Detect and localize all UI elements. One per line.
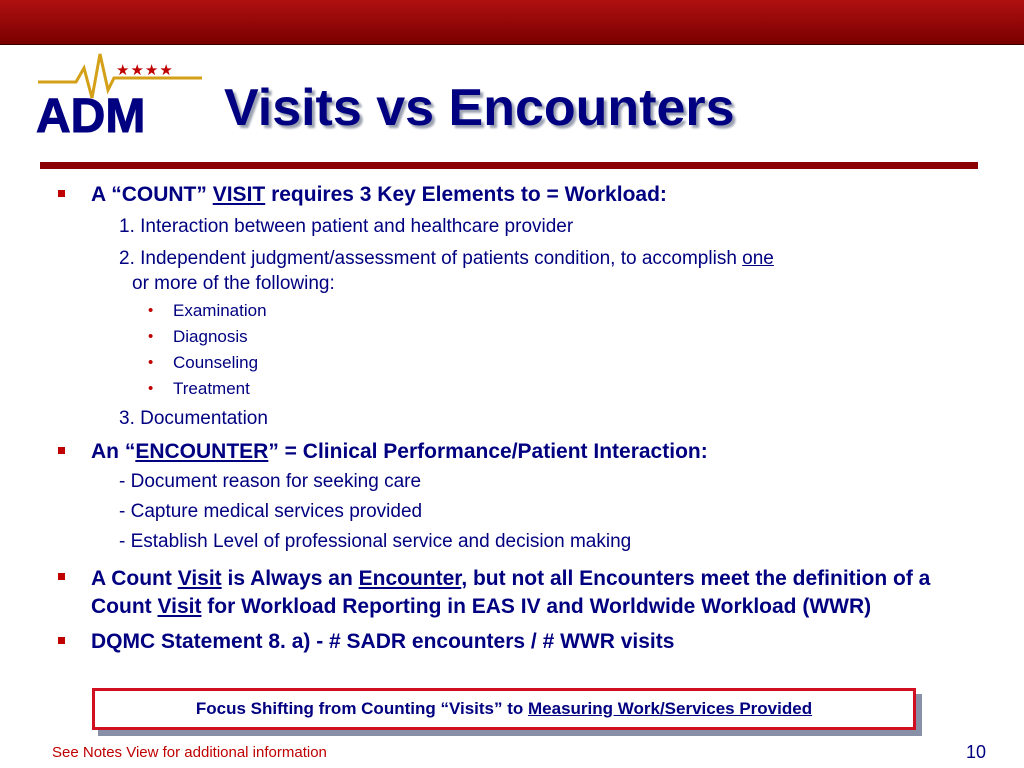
page-number: 10 [966, 742, 987, 762]
sub-item-counseling: • Counseling [148, 353, 259, 372]
list-item-2: 2. Independent judgment/assessment of patients condition, to accomplish one or more of the following: [119, 248, 774, 294]
adm-logo [34, 50, 209, 140]
dash-list [55, 467, 955, 557]
dash-item: - Capture medical services provided [119, 501, 423, 522]
list-item-1: 1. Interaction between patient and healthcare provider [119, 216, 574, 237]
bullet-square-icon [58, 447, 65, 454]
sub-list [55, 298, 955, 402]
list-item-3: 3. Documentation [119, 408, 268, 429]
logo-text: ADM [36, 90, 146, 140]
slide-body [55, 182, 955, 654]
sub-item-diagnosis: • Diagnosis [148, 327, 248, 346]
sub-item-examination: • Examination [148, 301, 267, 320]
bullet-visit: A “COUNT” VISIT requires 3 Key Elements to = Workload: [55, 182, 955, 207]
bullet-square-icon [58, 637, 65, 644]
slide-title: Visits vs Encounters [224, 79, 735, 137]
dash-item: - Establish Level of professional service and decision making [119, 531, 632, 552]
top-banner [0, 0, 1024, 45]
bullet-encounter: An “ENCOUNTER” = Clinical Performance/Patient Interaction: [55, 439, 955, 464]
footer-note: See Notes View for additional information [52, 744, 327, 761]
sub-item-treatment: • Treatment [148, 379, 250, 398]
bullet-square-icon [58, 573, 65, 580]
bullet-square-icon [58, 190, 65, 197]
callout-box: Focus Shifting from Counting “Visits” to Measuring Work/Services Provided [92, 688, 916, 730]
logo-stars: ★★★★ [116, 61, 174, 79]
dash-item: - Document reason for seeking care [119, 471, 422, 492]
bullet-count: A Count Visit is Always an Encounter, but not all Encounters meet the definition of a Count Visit for Workload Reporting in EAS IV and Worldwide Workload (WWR) [55, 565, 955, 621]
title-divider [40, 162, 978, 169]
bullet-dqmc: DQMC Statement 8. a) - # SADR encounters / # WWR visits [55, 629, 955, 654]
